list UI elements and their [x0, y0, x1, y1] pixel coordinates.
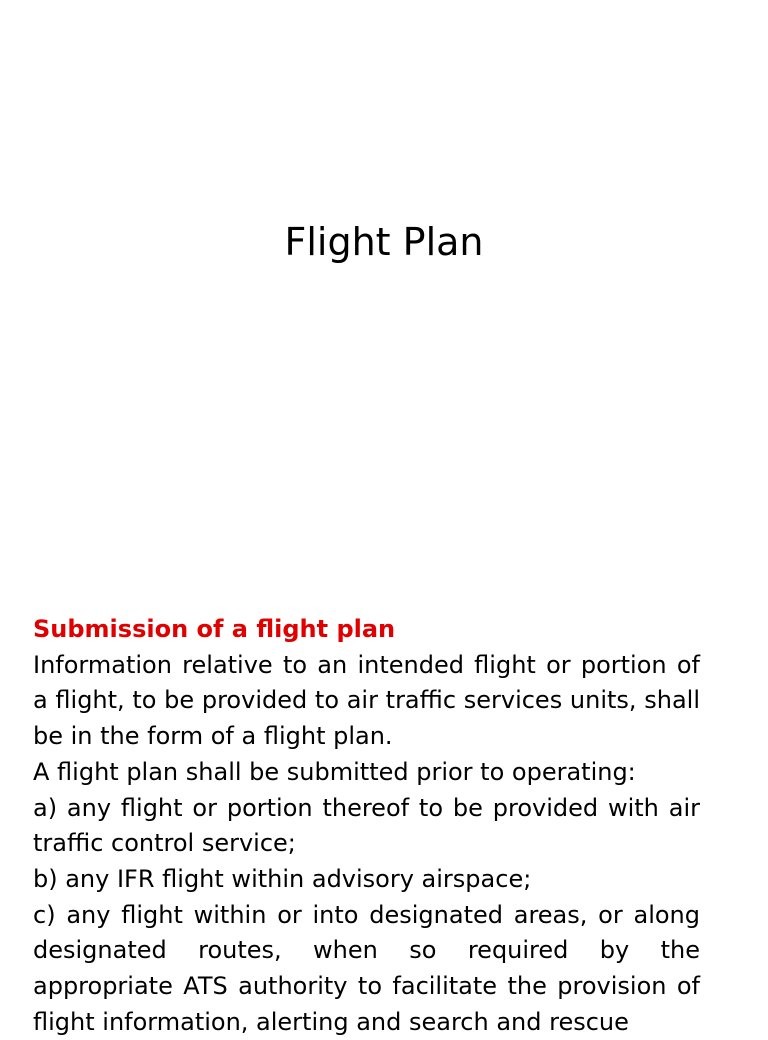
list-item-b: b) any IFR flight within advisory airspace; [33, 864, 532, 893]
paragraph-requirement: A flight plan shall be submitted prior to operating: [33, 757, 636, 786]
body-text [33, 612, 700, 1040]
list-item-c: c) any flight within or into designated areas, or along designated routes, when so required by the appropriate ATS authority to facilitate the provision of flight information, alerting and search and rescue [33, 900, 700, 1036]
page-title: Flight Plan [284, 220, 484, 264]
paragraph-intro: Information relative to an intended flight or portion of a flight, to be provided to air traffic services units, shall be in the form of a flight plan. [33, 650, 700, 751]
list-item-a: a) any flight or portion thereof to be provided with air traffic control service; [33, 793, 700, 858]
section-heading: Submission of a flight plan [33, 615, 396, 643]
